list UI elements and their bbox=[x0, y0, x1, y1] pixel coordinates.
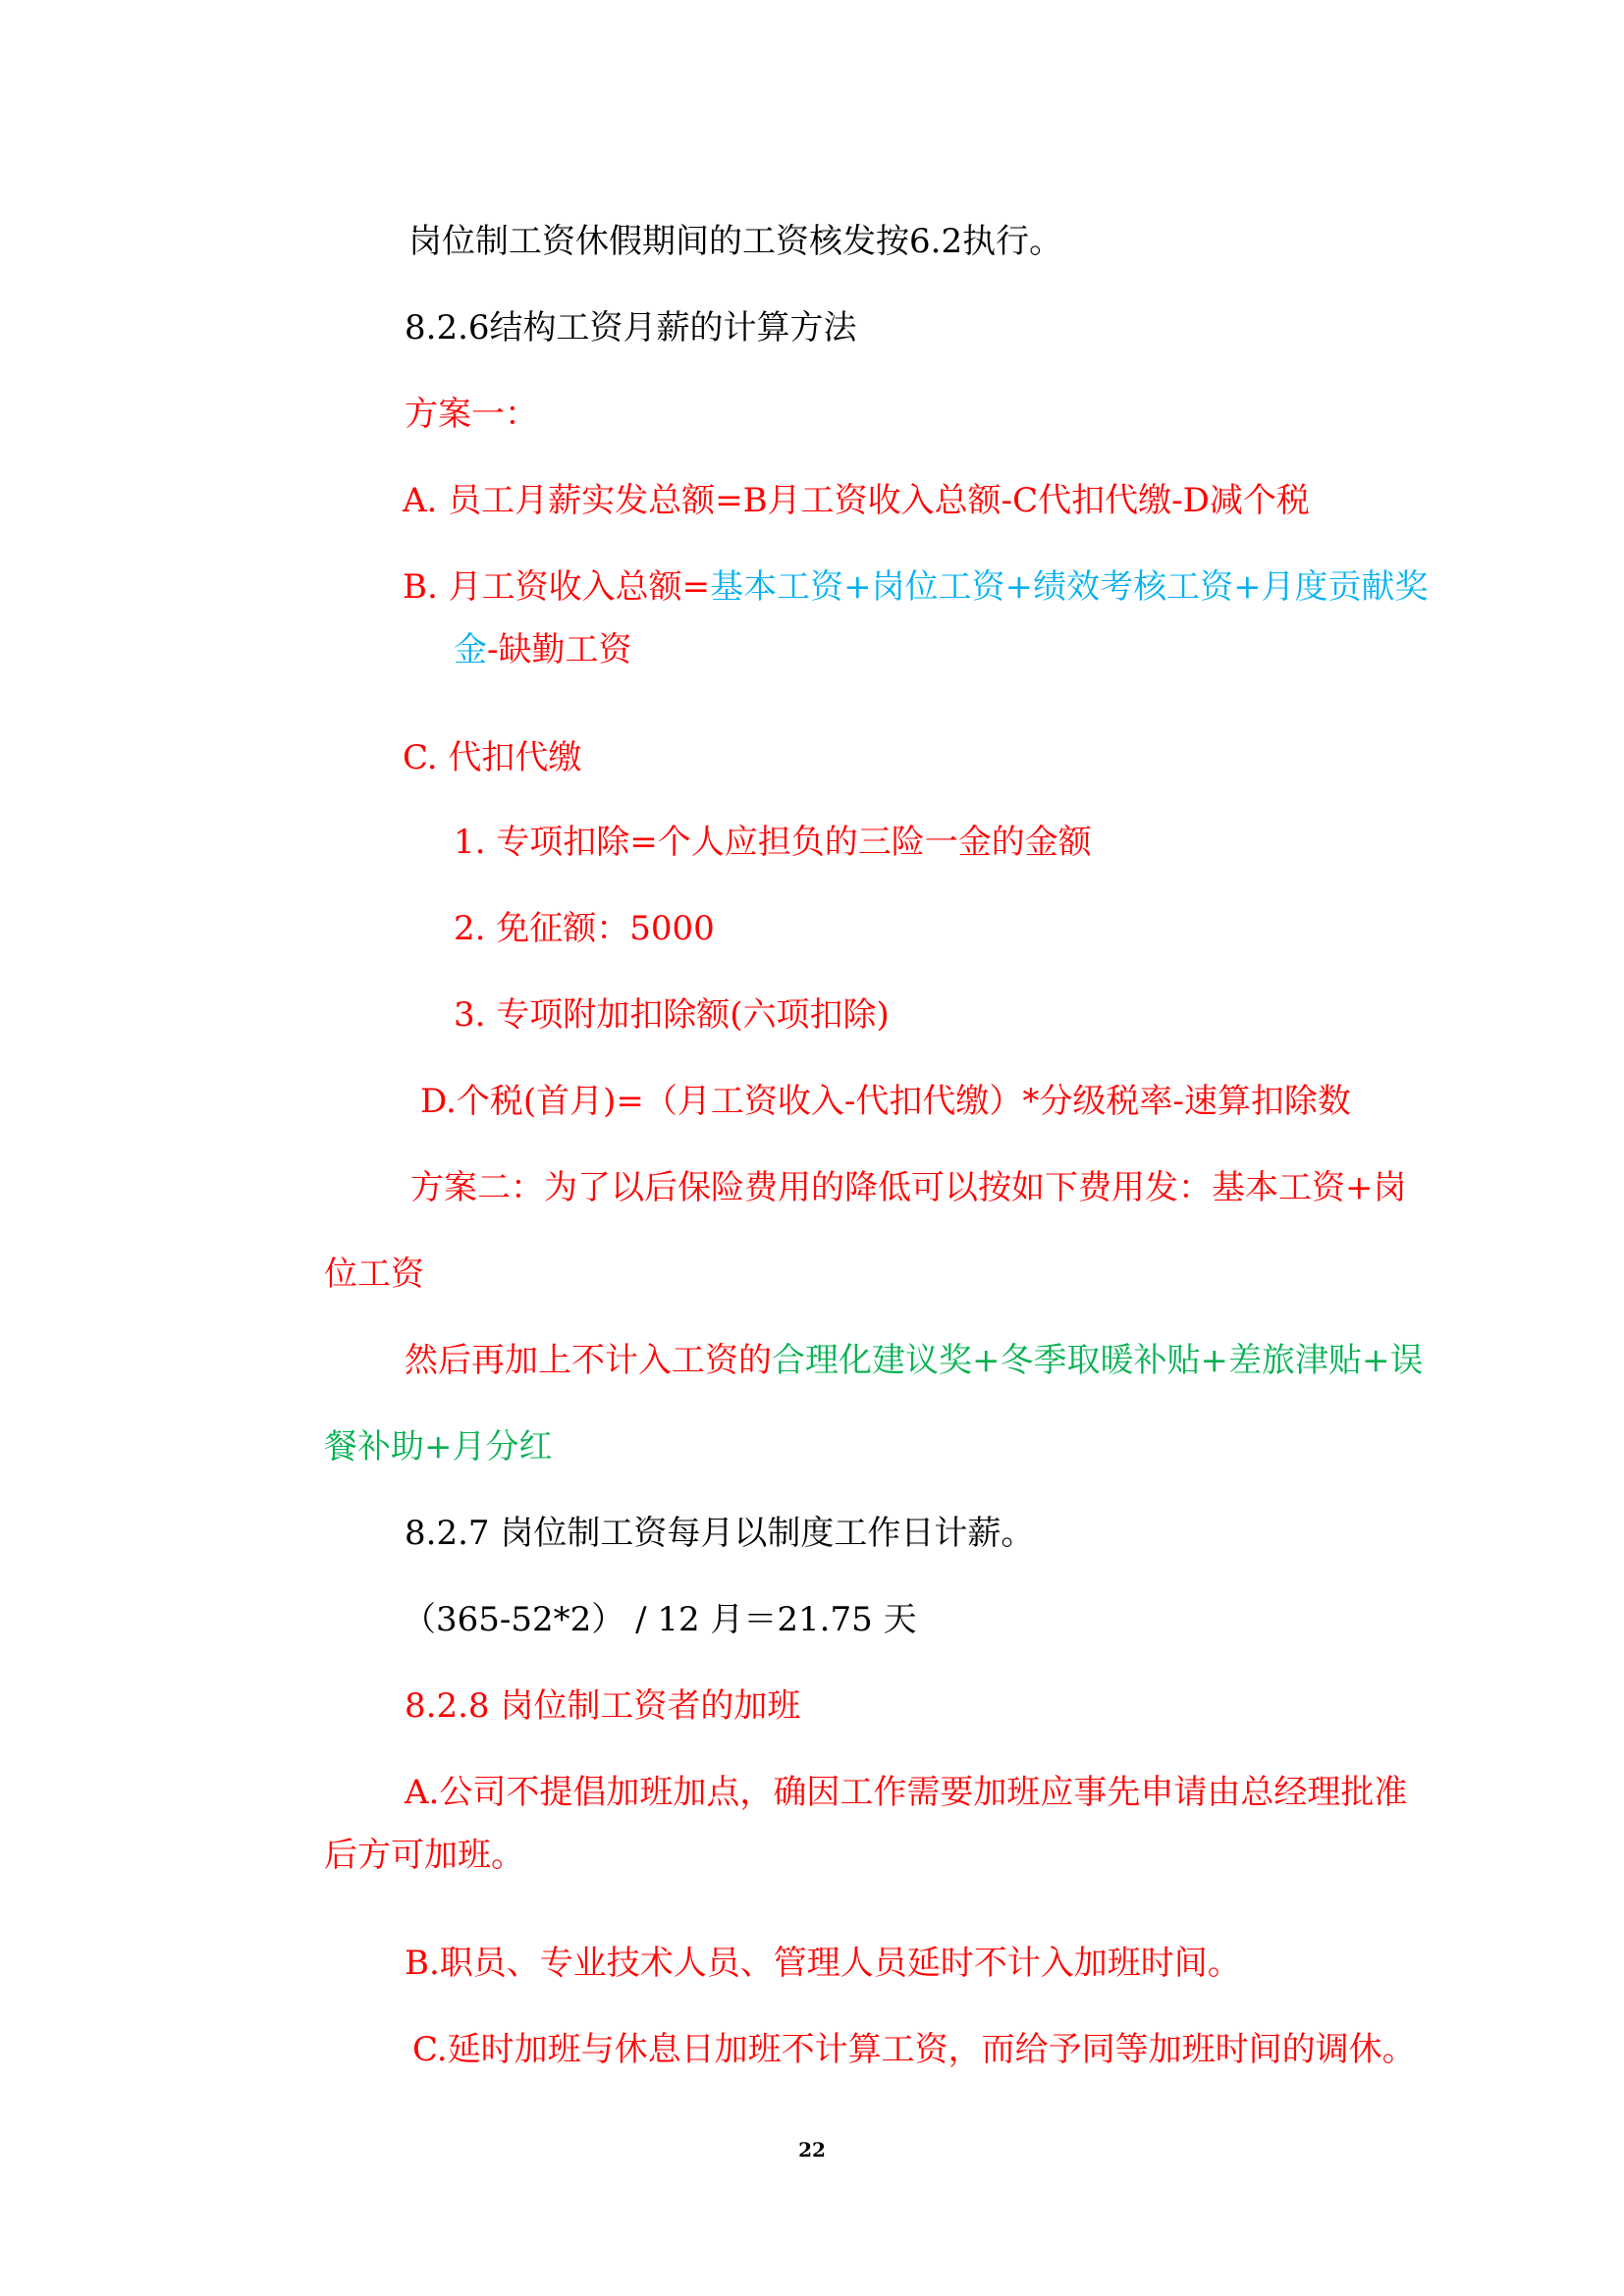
item-b-gross-income bbox=[403, 565, 1429, 609]
heading-8-2-7: 8.2.7 岗位制工资每月以制度工作日计薪。 bbox=[405, 1514, 1035, 1553]
plan-two-text: 方案二：为了以后保险费用的降低可以按如下费用发：基本工资+岗 bbox=[410, 1168, 1407, 1207]
item-a-net-pay: A. 员工月薪实发总额=B月工资收入总额-C代扣代缴-D减个税 bbox=[403, 481, 1310, 520]
item-b-components: 基本工资+岗位工资+绩效考核工资+月度贡献奖 bbox=[710, 567, 1429, 607]
plan-two-extras-intro: 然后再加上不计入工资的 bbox=[405, 1341, 772, 1380]
subitem-1-special-deduction: 1. 专项扣除=个人应担负的三险一金的金额 bbox=[454, 823, 1092, 862]
plan-two-extras-items: 合理化建议奖+冬季取暖补贴+差旅津贴+误 bbox=[772, 1341, 1424, 1380]
item-c-withholding: C. 代扣代缴 bbox=[403, 738, 582, 777]
heading-8-2-6: 8.2.6结构工资月薪的计算方法 bbox=[405, 308, 857, 347]
overtime-item-c: C.延时加班与休息日加班不计算工资，而给予同等加班时间的调休。 bbox=[412, 2030, 1416, 2069]
plan-two-continuation: 位工资 bbox=[324, 1255, 424, 1294]
overtime-item-a: A.公司不提倡加班加点，确因工作需要加班应事先申请由总经理批准 bbox=[405, 1773, 1408, 1812]
item-b-continuation bbox=[454, 628, 632, 671]
overtime-item-a-continuation: 后方可加班。 bbox=[324, 1836, 524, 1875]
plan-two-extras bbox=[405, 1339, 1423, 1382]
overtime-item-b: B.职员、专业技术人员、管理人员延时不计入加班时间。 bbox=[405, 1944, 1241, 1983]
item-b-absence-deduction: -缺勤工资 bbox=[487, 630, 632, 669]
subitem-2-exemption: 2. 免征额：5000 bbox=[454, 909, 715, 948]
heading-8-2-8: 8.2.8 岗位制工资者的加班 bbox=[405, 1686, 801, 1726]
item-b-label: B. 月工资收入总额= bbox=[403, 567, 711, 607]
plan-two-extras-continuation: 餐补助+月分红 bbox=[324, 1427, 553, 1467]
item-b-continued-blue: 金 bbox=[454, 630, 487, 669]
page-number: 22 bbox=[798, 2138, 826, 2162]
item-d-income-tax: D.个税(首月)=（月工资收入-代扣代缴）*分级税率-速算扣除数 bbox=[420, 1082, 1351, 1121]
workday-formula: （365-52*2） / 12 月＝21.75 天 bbox=[403, 1600, 917, 1639]
plan-one-label: 方案一： bbox=[405, 395, 538, 434]
paragraph-holiday-pay: 岗位制工资休假期间的工资核发按6.2执行。 bbox=[408, 222, 1063, 261]
subitem-3-additional-deduction: 3. 专项附加扣除额(六项扣除) bbox=[454, 995, 890, 1035]
